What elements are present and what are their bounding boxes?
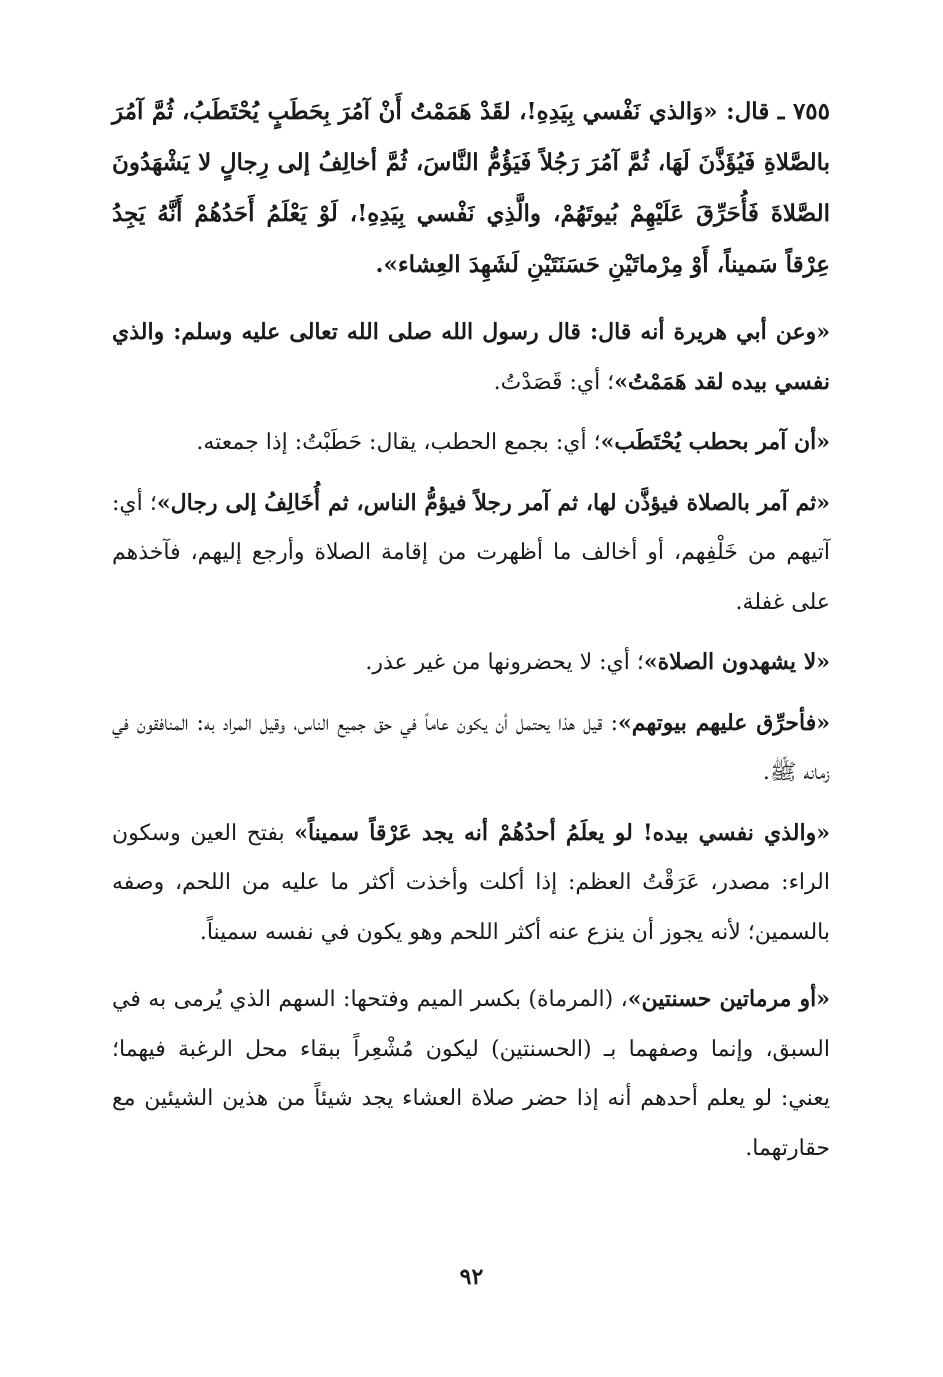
quoted-phrase: «ثم آمر بالصلاة فيؤذَّن لها، ثم آمر رجلاً فيؤمُّ الناس، ثم أُخَالِفُ إلى رجال» (156, 489, 830, 516)
explanation-text: بفتح العين وسكون الراء: مصدر، عَرَقْتُ العظم: إذا أكلت وأخذت أكثر ما عليه من اللحم، وصفه بالسمين؛ لأنه يجوز أن ينزع عنه أكثر اللحم وهو يكون في نفسه سميناً. (112, 820, 830, 945)
commentary-paragraph (112, 418, 830, 468)
explanation-text: : قيل هذا يحتمل أن يكون عاماً في حق جميع الناس، وقيل المراد به: المنافقون في زمانه ﷺ. (112, 710, 830, 785)
quoted-phrase: «والذي نفسي بيده! لو يعلَمُ أحدُهُمْ أنه يجد عَرْقاً سميناً» (294, 819, 830, 846)
page-body (112, 86, 830, 1173)
quoted-phrase: «وعن أبي هريرة أنه قال: قال رسول الله صلى الله تعالى عليه وسلم: والذي نفسي بيده لقد هَمَمْتُ» (112, 319, 830, 395)
hadith-755 (112, 86, 830, 290)
commentary-paragraph (112, 809, 830, 958)
explanation-text: ؛ أي: آتيهم من خَلْفِهم، أو أخالف ما أظهرت من إقامة الصلاة وأرجع إليهم، فآخذهم على غفلة. (112, 490, 830, 615)
commentary-paragraph (112, 638, 830, 688)
explanation-text: ، (المرماة) بكسر الميم وفتحها: السهم الذي يُرمى به في السبق، وإنما وصفهما بـ (الحسنتين) ليكون مُشْعِراً ببقاء محل الرغبة فيهما؛ يعني: لو يعلم أحدهم أنه إذا حضر صلاة العشاء يجد شيئاً من هذين الشيئين مع حقارتهما. (112, 987, 830, 1161)
quoted-phrase: «فأحرِّق عليهم بيوتهم» (618, 709, 830, 736)
commentary-paragraph (112, 699, 830, 798)
explanation-text: ؛ أي: قَصَدْتُ. (493, 369, 615, 395)
hadith-text: ٧٥٥ ـ قال: «وَالذي نَفْسي بِيَدِهِ!، لقَدْ هَمَمْتُ أَنْ آمُرَ بِحَطَبٍ يُحْتَطَبُ، ثُمَّ آمُرَ بالصَّلاةِ فَيُؤَذَّنَ لَهَا، ثُمَّ آمُرَ رَجُلاً فَيَؤُمُّ النَّاسَ، ثُمَّ أخالِفُ إلى رِجالٍ لا يَشْهَدُونَ الصَّلاةَ فَأُحَرِّقَ عَلَيْهِمْ بُيوتَهُمْ، والَّذِي نَفْسي بِيَدِهِ!، لَوْ يَعْلَمُ أَحَدُهُمْ أَنَّهُ يَجِدُ عِرْقاً سَميناً، أَوْ مِرْماتَيْنِ حَسَنَتَيْنِ لَشَهِدَ العِشاء». (112, 98, 830, 278)
explanation-text: ؛ أي: لا يحضرونها من غير عذر. (365, 650, 644, 675)
quoted-phrase: «أو مرماتين حسنتين» (627, 986, 830, 1012)
quoted-phrase: «أن آمر بحطب يُحْتَطَب» (600, 429, 830, 455)
page-number: ٩٢ (459, 1264, 484, 1290)
commentary-paragraph (112, 975, 830, 1173)
quoted-phrase: «لا يشهدون الصلاة» (643, 649, 830, 675)
commentary-paragraph (112, 479, 830, 628)
explanation-text: ؛ أي: بجمع الحطب، يقال: حَطَبْتُ: إذا جمعته. (196, 430, 601, 455)
commentary-paragraph (112, 308, 830, 407)
